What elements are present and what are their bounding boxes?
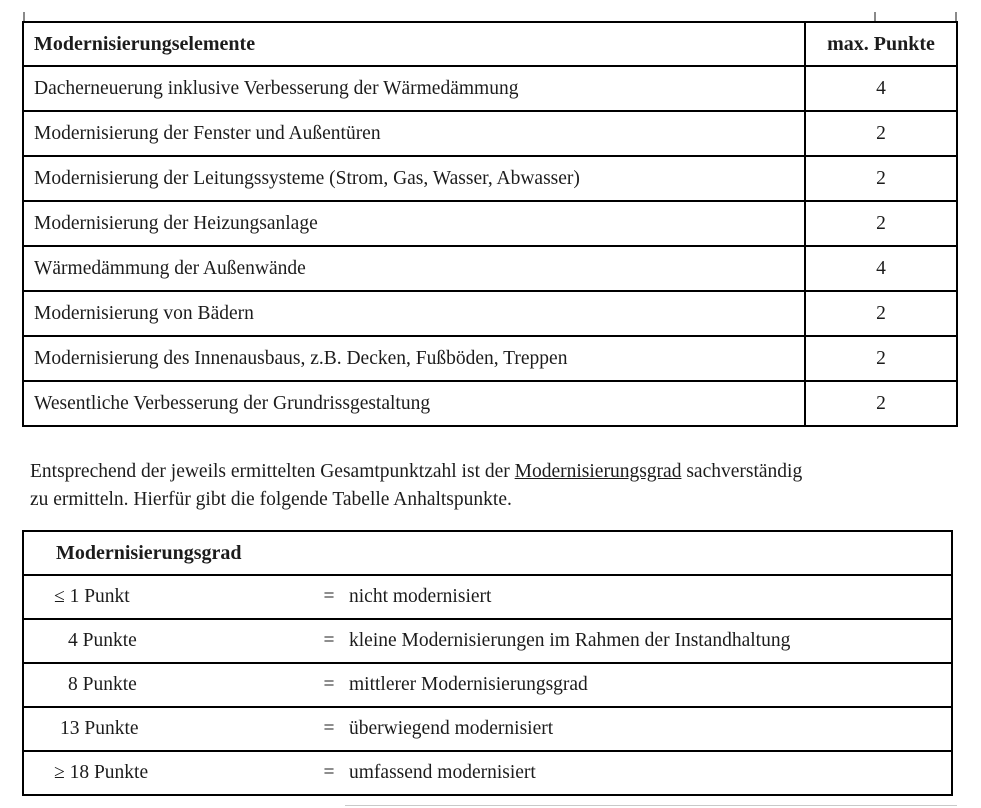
equals-sign: = xyxy=(323,718,335,739)
element-points: 2 xyxy=(804,292,956,335)
cropped-table-remnant-tick xyxy=(955,12,957,21)
equals-sign: = xyxy=(323,586,335,607)
element-label: Modernisierung des Innenausbaus, z.B. Decken, Fußböden, Treppen xyxy=(34,347,568,369)
element-points: 2 xyxy=(804,157,956,200)
cropped-table-remnant-tick xyxy=(23,12,25,21)
table-row xyxy=(24,65,956,110)
table-row xyxy=(24,335,956,380)
cropped-content-remnant-line xyxy=(345,805,957,806)
element-points: 2 xyxy=(804,112,956,155)
element-points: 4 xyxy=(804,247,956,290)
grade-description: überwiegend modernisiert xyxy=(349,718,554,739)
table-row xyxy=(24,110,956,155)
paragraph-text: zu ermitteln. Hierfür gibt die folgende Tabelle Anhaltspunkte. xyxy=(30,489,512,510)
table-row xyxy=(24,380,956,425)
equals-sign: = xyxy=(323,674,335,695)
grade-row xyxy=(24,706,951,750)
paragraph-text: Entsprechend der jeweils ermittelten Gesamtpunktzahl ist der xyxy=(30,461,515,482)
grade-description: nicht modernisiert xyxy=(349,586,492,607)
modernisierungsgrad-table xyxy=(22,530,953,796)
element-label: Modernisierung der Fenster und Außentüren xyxy=(34,122,381,144)
grade-points: 13 Punkte xyxy=(60,718,139,739)
table-row xyxy=(24,290,956,335)
element-points: 2 xyxy=(804,382,956,425)
grade-row xyxy=(24,662,951,706)
table-header-modernisierungsgrad: Modernisierungsgrad xyxy=(56,541,242,564)
grade-points: ≤ 1 Punkt xyxy=(54,586,130,607)
element-points: 2 xyxy=(804,202,956,245)
element-label: Wesentliche Verbesserung der Grundrissgestaltung xyxy=(34,392,431,414)
table-row xyxy=(24,200,956,245)
paragraph-underlined-term: Modernisierungsgrad xyxy=(514,461,682,482)
table-row xyxy=(24,245,956,290)
explanatory-paragraph xyxy=(30,458,970,514)
paragraph-text: sachverständig xyxy=(681,461,803,482)
element-points: 2 xyxy=(804,337,956,380)
grade-row xyxy=(24,750,951,794)
element-label: Modernisierung der Leitungssysteme (Strom, Gas, Wasser, Abwasser) xyxy=(34,167,580,189)
grade-description: umfassend modernisiert xyxy=(349,762,536,783)
element-label: Wärmedämmung der Außenwände xyxy=(34,257,306,279)
grade-points: 8 Punkte xyxy=(68,674,137,695)
grade-points: ≥ 18 Punkte xyxy=(54,762,149,783)
equals-sign: = xyxy=(323,762,335,783)
element-label: Modernisierung der Heizungsanlage xyxy=(34,212,318,234)
column-header-max-punkte: max. Punkte xyxy=(804,23,956,65)
grade-description: mittlerer Modernisierungsgrad xyxy=(349,674,588,695)
grade-row xyxy=(24,618,951,662)
table-row xyxy=(24,155,956,200)
cropped-table-remnant-tick xyxy=(874,12,876,21)
table-header-row xyxy=(24,23,956,65)
element-points: 4 xyxy=(804,67,956,110)
equals-sign: = xyxy=(323,630,335,651)
column-header-modernisierungselemente: Modernisierungselemente xyxy=(34,32,256,55)
grade-description: kleine Modernisierungen im Rahmen der Instandhaltung xyxy=(349,630,791,651)
grade-points: 4 Punkte xyxy=(68,630,137,651)
grade-row xyxy=(24,574,951,618)
element-label: Dacherneuerung inklusive Verbesserung der Wärmedämmung xyxy=(34,77,519,99)
element-label: Modernisierung von Bädern xyxy=(34,302,254,324)
modernisierungselemente-table xyxy=(22,21,958,427)
